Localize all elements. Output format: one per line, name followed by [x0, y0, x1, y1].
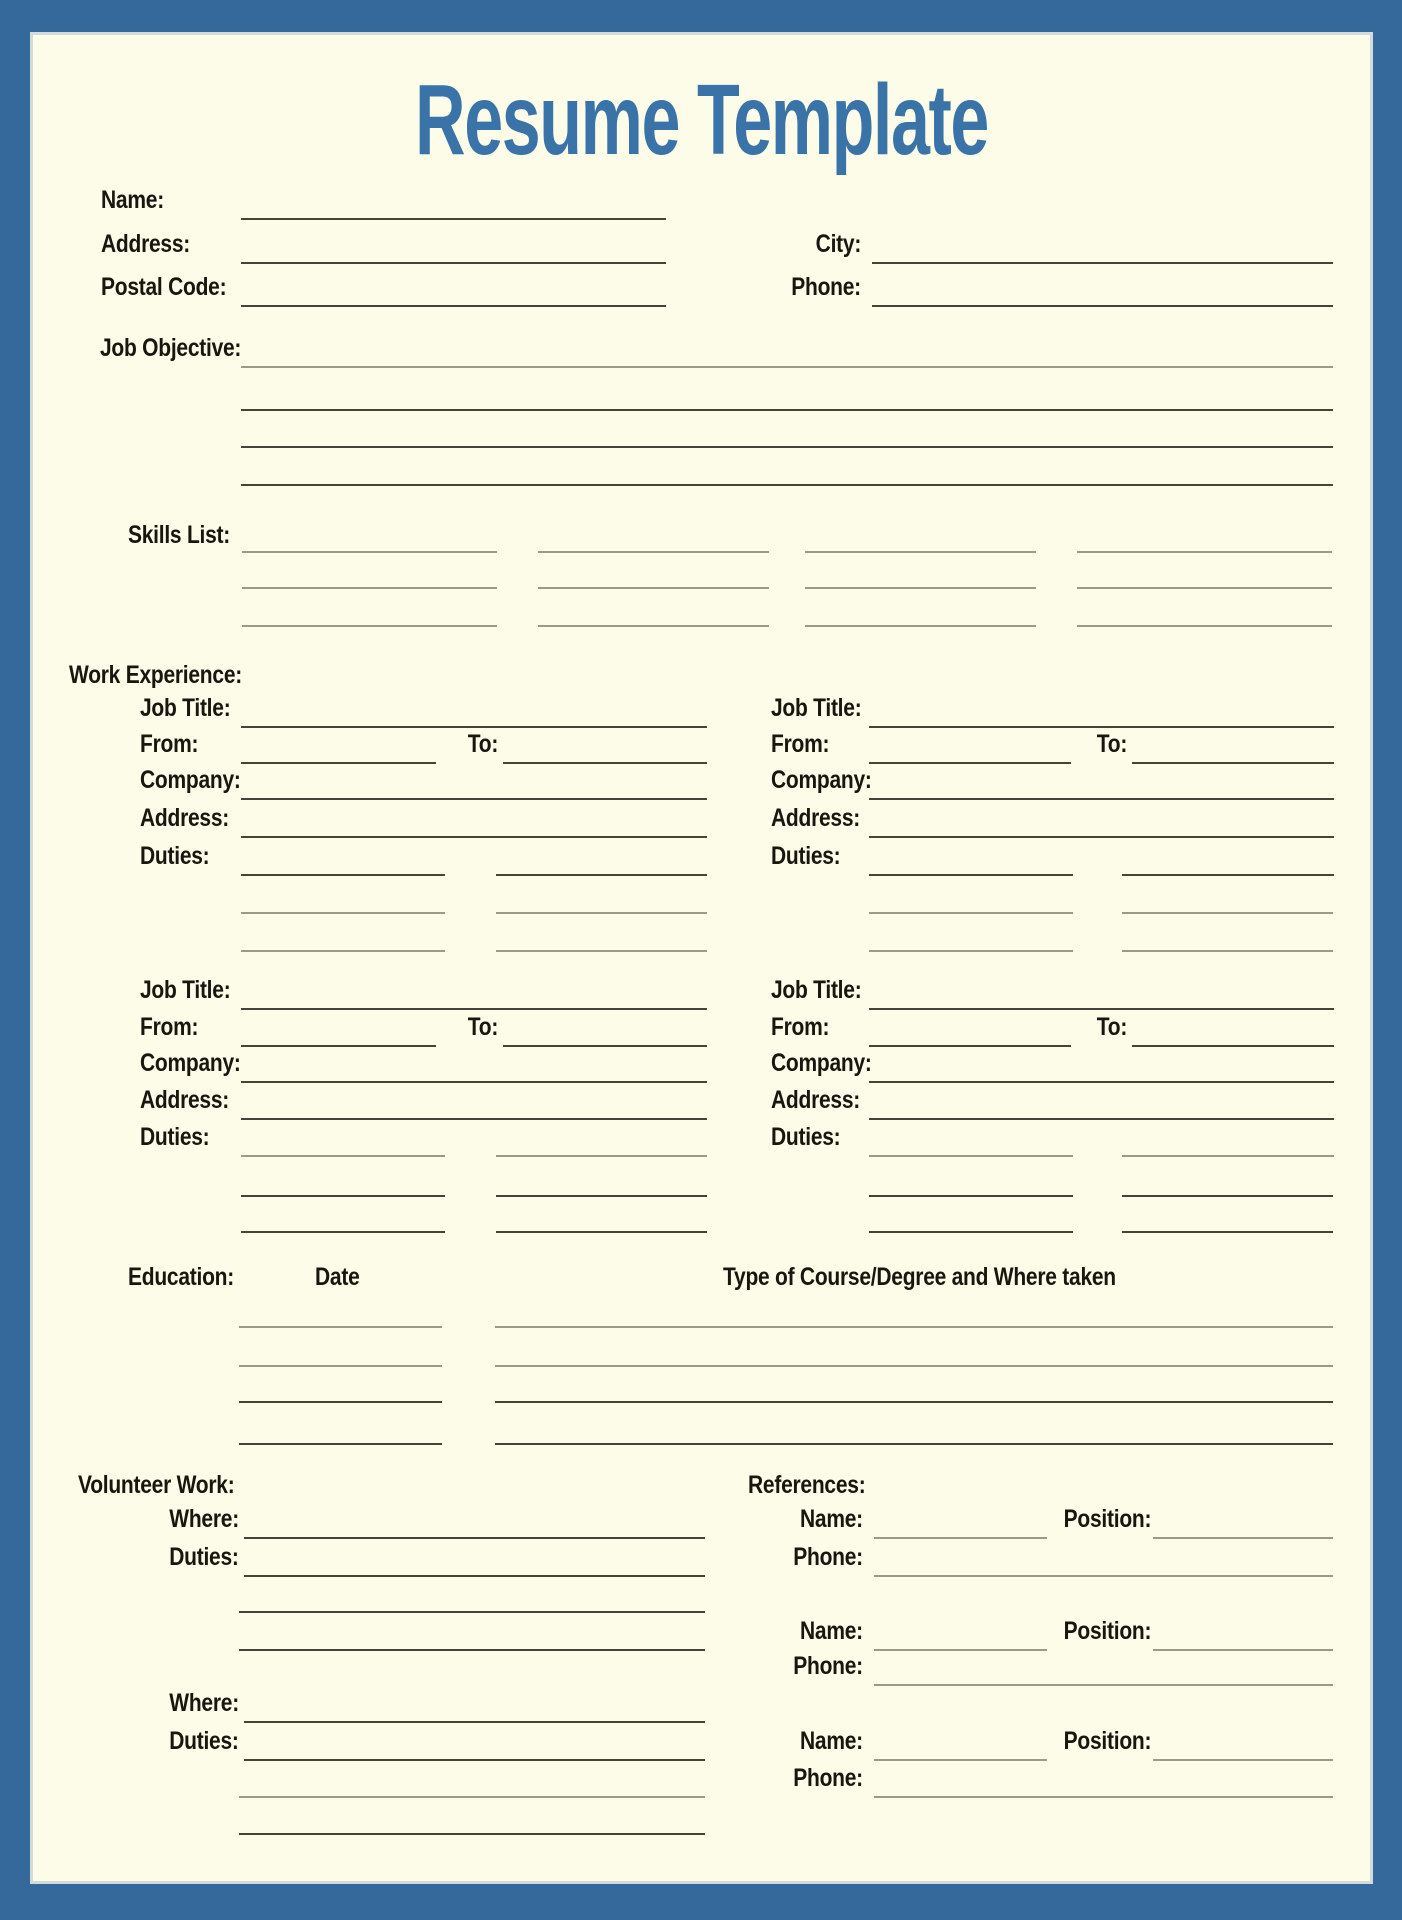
duties-line [241, 874, 445, 876]
job-objective-label: Job Objective: [100, 334, 242, 363]
skills-line [1077, 625, 1332, 627]
duties-extra-line [496, 950, 707, 952]
job-title-row [140, 694, 707, 728]
from-to-row [771, 1013, 1334, 1047]
from-line [241, 762, 436, 764]
phone-label: Phone: [793, 1543, 863, 1572]
name-label: Name: [800, 1505, 863, 1534]
where-label: Where: [169, 1505, 239, 1534]
page [33, 35, 1370, 1881]
education-course-line [495, 1365, 1333, 1367]
address-line [241, 262, 666, 264]
duties-extra-line [241, 912, 445, 914]
address-row [771, 804, 1334, 838]
education-course-line [495, 1401, 1333, 1403]
from-label: From: [140, 1013, 199, 1042]
job-title-label: Job Title: [771, 976, 862, 1005]
references-heading: References: [748, 1471, 866, 1499]
address-row [140, 1086, 707, 1120]
where-label: Where: [169, 1689, 239, 1718]
duties-line [869, 1155, 1073, 1157]
education-date-line [239, 1443, 442, 1445]
address-label: Address: [140, 804, 230, 833]
duties-row [771, 1123, 1334, 1157]
duties-extra-line [496, 1195, 707, 1197]
duties-line [496, 1155, 707, 1157]
from-to-row [771, 730, 1334, 764]
duties-row [771, 842, 1334, 876]
skills-line [805, 587, 1036, 589]
to-line [503, 762, 707, 764]
skills-line [538, 551, 769, 553]
address-label: Address: [101, 230, 191, 259]
phone-label: Phone: [791, 273, 861, 302]
education-date-line [239, 1326, 442, 1328]
duties-label: Duties: [140, 842, 210, 871]
volunteer-duties-row [153, 1727, 705, 1761]
duties-label: Duties: [771, 1123, 841, 1152]
from-line [869, 1045, 1071, 1047]
skills-line [538, 587, 769, 589]
reference-phone-line [874, 1575, 1333, 1577]
volunteer-work-heading: Volunteer Work: [78, 1471, 235, 1499]
name-line [241, 218, 666, 220]
education-date-line [239, 1401, 442, 1403]
reference-position-line [1153, 1649, 1333, 1651]
position-label: Position: [1063, 1505, 1152, 1534]
from-line [241, 1045, 436, 1047]
duties-extra-line [1122, 1195, 1333, 1197]
city-line [872, 262, 1333, 264]
job-title-line [241, 726, 707, 728]
address-row [101, 230, 666, 264]
volunteer-extra-line [239, 1796, 705, 1798]
name-label: Name: [800, 1727, 863, 1756]
duties-label: Duties: [169, 1543, 239, 1572]
reference-name-position-row [773, 1505, 1333, 1539]
reference-name-line [874, 1759, 1047, 1761]
job-title-label: Job Title: [771, 694, 862, 723]
company-label: Company: [140, 1049, 241, 1078]
from-label: From: [140, 730, 199, 759]
company-row [140, 766, 707, 800]
address-line [869, 836, 1334, 838]
job-objective-extra-line [241, 409, 1333, 411]
reference-name-line [874, 1649, 1047, 1651]
company-label: Company: [771, 766, 872, 795]
duties-row [140, 1123, 707, 1157]
where-line [244, 1537, 705, 1539]
company-line [869, 1081, 1334, 1083]
education-course-line [495, 1326, 1333, 1328]
skills-line [538, 625, 769, 627]
from-line [869, 762, 1071, 764]
duties-line [244, 1575, 705, 1577]
job-title-label: Job Title: [140, 976, 231, 1005]
reference-phone-row [773, 1764, 1333, 1798]
reference-name-position-row [773, 1617, 1333, 1651]
address-label: Address: [140, 1086, 230, 1115]
reference-position-line [1153, 1537, 1333, 1539]
duties-row [140, 842, 707, 876]
city-row [753, 230, 1333, 264]
postal-code-line [241, 305, 666, 307]
phone-label: Phone: [793, 1764, 863, 1793]
postal-code-row [101, 273, 666, 307]
page-title: Resume Template [415, 64, 988, 176]
duties-label: Duties: [771, 842, 841, 871]
reference-name-position-row [773, 1727, 1333, 1761]
company-label: Company: [140, 766, 241, 795]
job-title-row [771, 694, 1334, 728]
position-label: Position: [1063, 1727, 1152, 1756]
skills-list-label: Skills List: [128, 521, 231, 549]
phone-line [872, 305, 1333, 307]
duties-extra-line [496, 1231, 707, 1233]
duties-extra-line [869, 912, 1073, 914]
company-row [771, 1049, 1334, 1083]
job-title-line [869, 726, 1334, 728]
duties-extra-line [1122, 1231, 1333, 1233]
duties-line [869, 874, 1073, 876]
duties-line [1122, 1155, 1334, 1157]
skills-line [1077, 551, 1332, 553]
duties-extra-line [241, 1195, 445, 1197]
phone-label: Phone: [793, 1652, 863, 1681]
education-heading: Education: [128, 1263, 234, 1291]
job-objective-extra-line [241, 484, 1333, 486]
education-date-header: Date [315, 1263, 360, 1291]
position-label: Position: [1063, 1617, 1152, 1646]
postal-code-label: Postal Code: [101, 273, 227, 302]
work-experience-heading: Work Experience: [69, 661, 242, 689]
phone-row [753, 273, 1333, 307]
from-to-row [140, 730, 707, 764]
duties-extra-line [496, 912, 707, 914]
volunteer-where-row [153, 1505, 705, 1539]
job-objective-extra-line [241, 446, 1333, 448]
volunteer-extra-line [239, 1833, 705, 1835]
skills-line [242, 625, 497, 627]
to-line [1132, 762, 1334, 764]
duties-extra-line [1122, 912, 1333, 914]
name-label: Name: [800, 1617, 863, 1646]
address-line [241, 836, 707, 838]
from-label: From: [771, 730, 830, 759]
duties-extra-line [869, 1195, 1073, 1197]
reference-position-line [1153, 1759, 1333, 1761]
company-label: Company: [771, 1049, 872, 1078]
address-label: Address: [771, 804, 861, 833]
job-title-line [241, 1008, 707, 1010]
job-objective-line [241, 366, 1333, 368]
duties-extra-line [869, 950, 1073, 952]
job-title-row [771, 976, 1334, 1010]
duties-label: Duties: [140, 1123, 210, 1152]
address-row [140, 804, 707, 838]
reference-name-line [874, 1537, 1047, 1539]
job-objective-row [100, 334, 1333, 368]
education-course-header: Type of Course/Degree and Where taken [723, 1263, 1116, 1291]
skills-line [242, 587, 497, 589]
job-title-line [869, 1008, 1334, 1010]
duties-extra-line [1122, 950, 1333, 952]
skills-line [805, 551, 1036, 553]
duties-line [241, 1155, 445, 1157]
duties-extra-line [241, 950, 445, 952]
skills-line [805, 625, 1036, 627]
address-line [869, 1118, 1334, 1120]
volunteer-extra-line [239, 1649, 705, 1651]
name-row [101, 186, 666, 220]
job-title-label: Job Title: [140, 694, 231, 723]
company-row [140, 1049, 707, 1083]
job-title-row [140, 976, 707, 1010]
company-line [241, 1081, 707, 1083]
volunteer-extra-line [239, 1611, 705, 1613]
reference-phone-line [874, 1684, 1333, 1686]
from-label: From: [771, 1013, 830, 1042]
to-label: To: [1096, 1013, 1127, 1042]
volunteer-where-row [153, 1689, 705, 1723]
address-row [771, 1086, 1334, 1120]
where-line [244, 1721, 705, 1723]
duties-line [1122, 874, 1334, 876]
to-label: To: [467, 1013, 498, 1042]
reference-phone-line [874, 1796, 1333, 1798]
reference-phone-row [773, 1652, 1333, 1686]
education-course-line [495, 1443, 1333, 1445]
duties-label: Duties: [169, 1727, 239, 1756]
reference-phone-row [773, 1543, 1333, 1577]
duties-line [496, 874, 707, 876]
education-date-line [239, 1365, 442, 1367]
to-line [503, 1045, 707, 1047]
to-label: To: [1096, 730, 1127, 759]
address-line [241, 1118, 707, 1120]
volunteer-duties-row [153, 1543, 705, 1577]
duties-extra-line [869, 1231, 1073, 1233]
name-label: Name: [101, 186, 164, 215]
duties-extra-line [241, 1231, 445, 1233]
to-line [1132, 1045, 1334, 1047]
skills-line [242, 551, 497, 553]
skills-line [1077, 587, 1332, 589]
to-label: To: [467, 730, 498, 759]
address-label: Address: [771, 1086, 861, 1115]
duties-line [244, 1759, 705, 1761]
company-line [869, 798, 1334, 800]
company-line [241, 798, 707, 800]
from-to-row [140, 1013, 707, 1047]
company-row [771, 766, 1334, 800]
city-label: City: [815, 230, 861, 259]
